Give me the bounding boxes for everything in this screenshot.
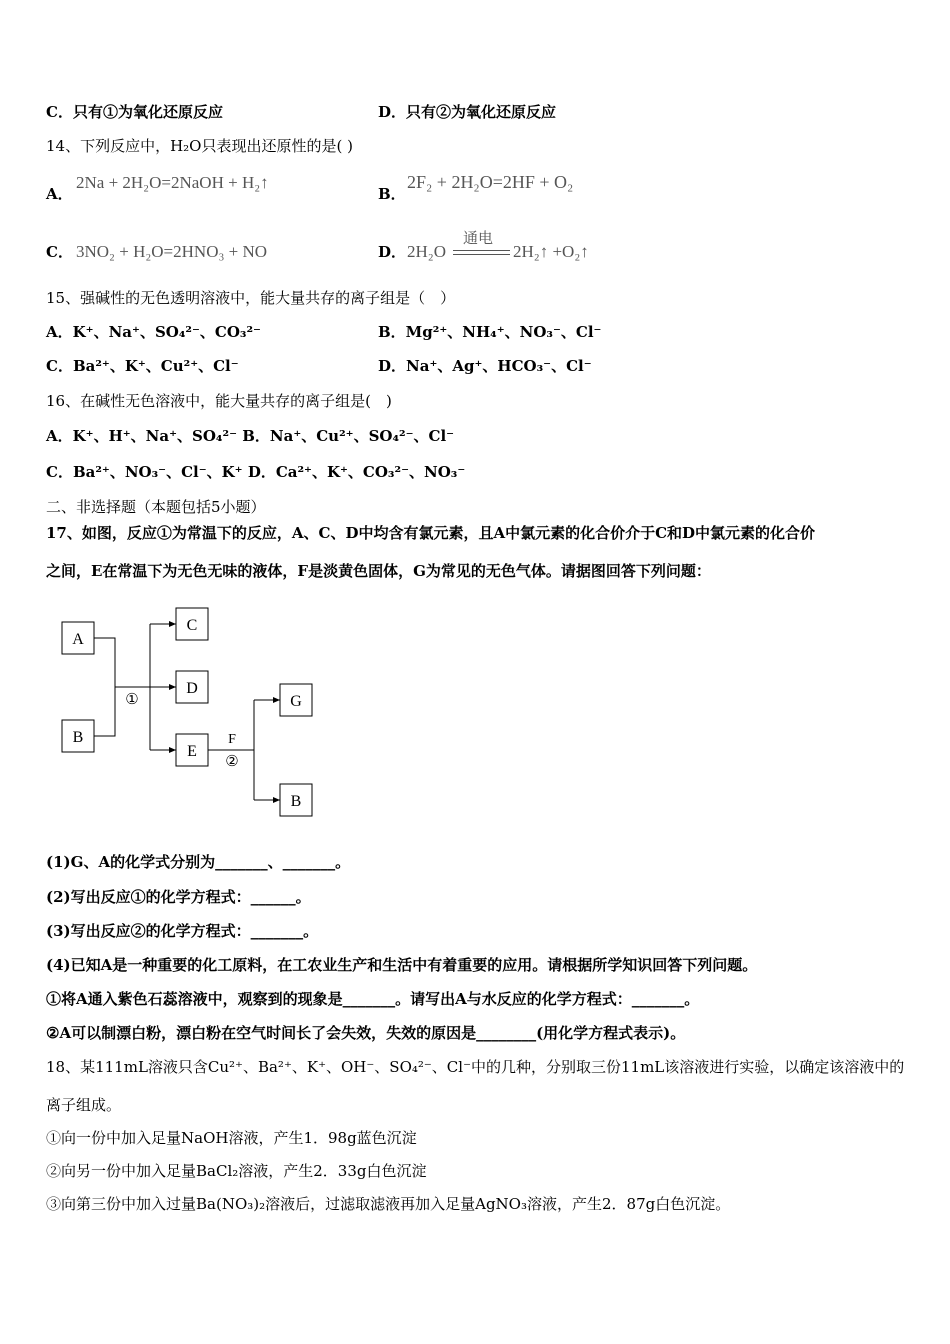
- q15-option-b: B．Mg²⁺、NH₄⁺、NO₃⁻、Cl⁻: [378, 323, 602, 341]
- q18-stem-line2: 离子组成。: [46, 1096, 122, 1114]
- q18-stem-line1: 18、某111mL溶液只含Cu²⁺、Ba²⁺、K⁺、OH⁻、SO₄²⁻、Cl⁻中的几种，分别取三份11mL该溶液进行实验，以确定该溶液中的: [46, 1058, 905, 1076]
- label-a: A: [72, 631, 84, 648]
- q17-part4: (4)已知A是一种重要的化工原料，在工农业生产和生活中有着重要的应用。请根据所学知识回答下列问题。: [46, 956, 758, 974]
- q17-part4-sub2: ②A可以制漂白粉，漂白粉在空气时间长了会失效，失效的原因是________(用化学方程式表示)。: [46, 1024, 686, 1042]
- q15-stem: 15、强碱性的无色透明溶液中，能大量共存的离子组是（ ）: [46, 289, 456, 307]
- q14-equation-c: 3NO₂ + H₂O=2HNO₃ + NO: [76, 242, 268, 261]
- q17-part1: (1)G、A的化学式分别为_______、_______。: [46, 853, 351, 871]
- label-d: D: [186, 680, 198, 697]
- q14-label-d: D．: [378, 243, 407, 261]
- q14-stem: 14、下列反应中，H₂O只表现出还原性的是( ): [46, 137, 353, 155]
- label-b: B: [72, 729, 84, 746]
- q14-equation-d-arrow: [453, 250, 510, 255]
- label-reaction-1: ①: [125, 692, 139, 708]
- label-b2: B: [290, 793, 302, 810]
- q15-option-a: A．K⁺、Na⁺、SO₄²⁻、CO₃²⁻: [46, 323, 261, 341]
- q14-equation-d-condition: 通电: [463, 231, 494, 247]
- q17-part4-sub1: ①将A通入紫色石蕊溶液中，观察到的现象是_______。请写出A与水反应的化学方程式：_______。: [46, 990, 700, 1008]
- q14-equation-d-left: 2H₂O: [407, 242, 446, 261]
- q14-label-a: A．: [46, 185, 73, 203]
- label-c: C: [186, 617, 198, 634]
- label-g: G: [290, 693, 302, 710]
- q14-label-c: C．: [46, 243, 73, 261]
- q14-label-b: B．: [378, 185, 406, 203]
- q15-option-d: D．Na⁺、Ag⁺、HCO₃⁻、Cl⁻: [378, 357, 592, 375]
- q16-options-ab: A．K⁺、H⁺、Na⁺、SO₄²⁻ B．Na⁺、Cu²⁺、SO₄²⁻、Cl⁻: [46, 427, 455, 445]
- q17-part3: (3)写出反应②的化学方程式：_______。: [46, 922, 319, 940]
- q16-stem: 16、在碱性无色溶液中，能大量共存的离子组是( ): [46, 392, 392, 410]
- q18-step3: ③向第三份中加入过量Ba(NO₃)₂溶液后，过滤取滤液再加入足量AgNO₃溶液，产生2．87g白色沉淀。: [46, 1195, 731, 1213]
- q17-part2: (2)写出反应①的化学方程式：______。: [46, 888, 311, 906]
- q17-stem-line2: 之间，E在常温下为无色无味的液体，F是淡黄色固体，G为常见的无色气体。请据图回答下列问题：: [46, 562, 711, 580]
- q14-equation-b: 2F₂ + 2H₂O=2HF + O₂: [407, 172, 574, 192]
- label-reaction-2: ②: [225, 754, 239, 770]
- q13-option-c: C．只有①为氧化还原反应: [46, 103, 223, 121]
- q14-equation-d-right: 2H₂↑ +O₂↑: [513, 242, 589, 261]
- q15-option-c: C．Ba²⁺、K⁺、Cu²⁺、Cl⁻: [46, 357, 239, 375]
- q14-equation-a: 2Na + 2H₂O=2NaOH + H₂↑: [76, 173, 269, 192]
- q18-step1: ①向一份中加入足量NaOH溶液，产生1．98g蓝色沉淀: [46, 1129, 417, 1147]
- label-f: F: [228, 732, 236, 747]
- q17-stem-line1: 17、如图，反应①为常温下的反应，A、C、D中均含有氯元素，且A中氯元素的化合价介于C和D中氯元素的化合价: [46, 524, 816, 542]
- q13-option-d: D．只有②为氧化还原反应: [378, 103, 557, 121]
- label-e: E: [187, 743, 197, 760]
- reaction-flow-diagram: [55, 600, 325, 825]
- section-heading: 二、非选择题（本题包括5小题）: [46, 498, 266, 516]
- q18-step2: ②向另一份中加入足量BaCl₂溶液，产生2．33g白色沉淀: [46, 1162, 427, 1180]
- q16-options-cd: C．Ba²⁺、NO₃⁻、Cl⁻、K⁺ D．Ca²⁺、K⁺、CO₃²⁻、NO₃⁻: [46, 463, 466, 481]
